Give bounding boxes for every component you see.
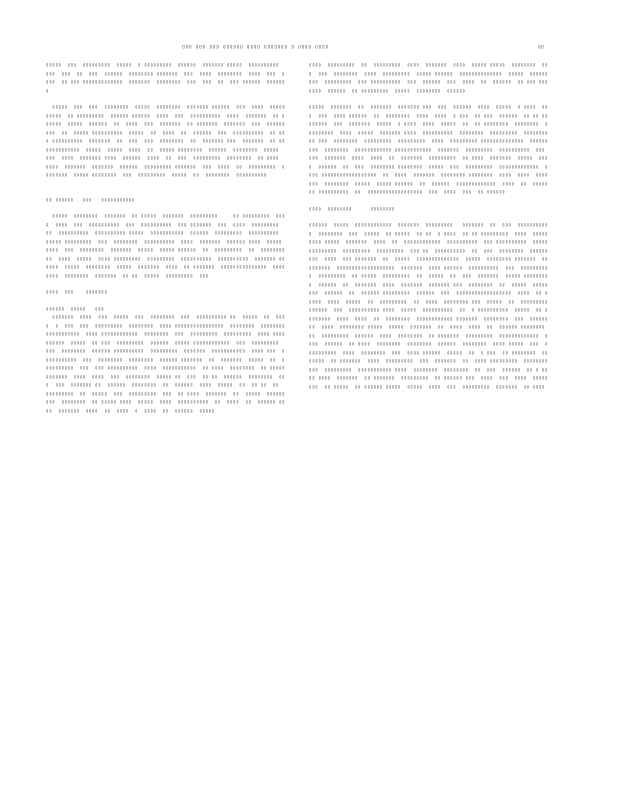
left-column [46, 62, 292, 742]
section-heading: ▯▯▯▯ ▯▯▯▯▯▯▯▯ ▯▯▯▯▯▯▯▯ [309, 206, 395, 212]
paragraph: ▯▯▯▯▯ ▯▯▯ ▯▯▯ ▯▯▯▯▯▯▯▯ ▯▯▯▯▯ ▯▯▯▯▯▯▯▯ ▯▯▯▯▯▯▯ ▯▯▯▯▯▯ ▯▯▯ ▯▯▯▯ ▯▯▯▯▯▯▯▯▯▯ ▯▯ ▯▯▯▯▯▯▯▯▯ ▯▯▯▯▯▯ ▯▯▯▯▯▯ ▯▯▯▯ ▯▯▯ ▯▯▯▯▯▯▯▯▯▯ ▯▯▯▯ ▯▯▯▯▯▯▯ ▯▯ ▯▯▯▯▯▯ ▯▯▯▯▯ ▯▯▯▯▯▯ ▯▯ ▯▯▯▯ ▯▯▯ ▯▯▯▯▯▯▯ ▯▯ ▯▯▯▯▯▯▯ ▯▯▯▯▯▯▯ ▯▯▯ ▯▯▯▯▯▯ ▯▯▯ ▯▯ ▯▯▯▯▯ ▯▯▯▯▯▯▯▯▯▯ ▯▯▯▯▯ ▯▯ ▯▯▯▯ ▯▯ ▯▯▯▯▯▯ ▯▯▯ ▯▯▯▯▯▯▯▯▯▯ ▯▯ ▯▯▯ ▯▯▯▯▯▯▯▯▯▯ ▯▯▯▯▯▯▯ ▯▯ ▯▯▯ ▯▯▯ ▯▯▯▯▯▯▯▯ ▯▯ ▯▯▯▯▯▯▯ ▯▯▯ ▯▯▯▯▯▯▯ ▯▯ ▯▯▯▯▯▯▯▯▯▯▯▯▯ ▯▯▯▯▯ ▯▯▯▯▯ ▯▯▯▯ ▯▯ ▯▯▯▯▯ ▯▯▯▯▯▯▯▯ ▯▯▯▯▯▯ ▯▯▯▯▯▯▯▯ ▯▯▯▯▯ ▯▯▯ ▯▯▯▯ ▯▯▯▯▯▯▯ ▯▯▯▯ ▯▯▯▯▯▯ ▯▯▯▯ ▯▯ ▯▯▯ ▯▯▯▯▯▯▯▯▯ ▯▯▯▯▯▯▯▯ ▯▯ ▯▯▯▯ ▯▯▯▯ ▯▯▯▯▯▯▯ ▯▯▯▯▯▯▯ ▯▯▯▯▯▯ ▯▯▯▯▯▯▯▯▯ ▯▯▯▯▯▯▯ ▯▯▯ ▯▯▯▯ ▯▯ ▯▯▯▯▯▯▯▯▯ ▯▯▯▯▯▯▯▯ ▯▯▯▯▯ ▯▯▯▯▯▯▯▯ ▯▯▯ ▯▯▯▯▯▯▯▯▯ ▯▯▯▯▯ ▯▯ ▯▯▯▯▯▯▯▯ ▯▯▯▯▯▯▯▯▯▯ [46, 105, 292, 178]
right-column [309, 62, 555, 742]
section-heading: ▯▯▯▯ ▯▯▯ ▯▯▯▯▯▯▯ [46, 290, 108, 295]
paragraph: ▯▯▯▯▯ ▯▯▯▯▯▯▯ ▯▯ ▯▯▯▯▯▯▯ ▯▯▯▯▯▯▯ ▯▯▯ ▯▯▯ ▯▯▯▯▯▯ ▯▯▯▯ ▯▯▯▯▯ ▯ ▯▯▯▯ ▯▯▯ ▯▯▯ ▯▯▯▯ ▯▯▯▯▯▯ ▯▯ ▯▯▯▯▯▯▯▯ ▯▯▯▯ ▯▯▯▯ ▯ ▯▯▯ ▯▯ ▯▯▯ ▯▯▯▯▯▯ ▯▯ ▯▯ ▯▯▯▯▯▯▯▯ ▯▯▯ ▯▯▯▯▯▯▯ ▯▯▯▯▯ ▯ ▯▯▯▯ ▯▯▯▯ ▯▯▯▯▯ ▯▯ ▯▯ ▯▯▯▯▯▯▯▯ ▯▯▯▯▯▯▯▯ ▯▯▯▯▯▯▯▯▯ ▯▯▯▯ ▯▯▯▯▯ ▯▯▯▯▯▯▯ ▯▯▯▯ ▯▯▯▯▯▯▯▯▯▯ ▯▯▯▯▯▯▯▯ ▯▯▯▯▯▯▯▯▯ ▯▯▯▯▯▯▯▯▯▯ ▯▯▯ ▯▯▯▯▯▯▯▯ ▯▯▯▯▯▯▯▯▯ ▯▯▯▯▯▯▯▯▯ ▯▯▯▯ ▯▯▯▯▯▯▯▯▯ ▯▯▯▯▯▯▯▯▯▯▯▯▯▯ ▯▯▯▯▯▯▯▯▯ ▯▯▯▯▯▯▯▯ ▯▯▯▯▯▯▯▯▯▯▯▯ ▯▯▯▯▯▯▯▯▯▯▯▯ ▯▯▯▯▯▯▯ ▯▯▯▯▯▯▯▯▯ ▯▯▯▯▯▯▯▯▯▯ ▯▯▯ ▯▯▯ ▯▯▯▯▯▯▯ ▯▯▯▯ ▯▯▯▯ ▯▯ ▯▯▯▯▯▯▯ ▯▯▯▯▯▯▯▯▯ ▯▯ ▯▯▯▯ ▯▯▯▯▯▯▯ ▯▯▯▯▯ ▯▯▯▯ ▯▯▯▯▯▯ ▯▯ ▯▯▯ ▯▯▯▯▯▯▯▯ ▯▯▯▯▯▯▯▯ ▯▯▯▯▯ ▯▯▯ ▯▯▯▯▯▯▯▯▯ ▯▯▯▯▯▯▯▯▯▯▯▯▯ ▯▯▯▯ ▯▯▯▯▯▯▯▯▯▯▯▯▯▯▯▯▯▯ ▯▯ ▯▯▯▯ ▯▯▯▯▯▯▯ ▯▯▯▯▯▯▯▯ ▯▯▯▯▯▯▯▯ ▯▯▯▯ ▯▯▯▯ ▯▯▯▯ ▯▯▯ ▯▯▯▯▯▯▯▯ ▯▯▯▯▯ ▯▯▯▯▯ ▯▯▯▯▯▯ ▯▯ ▯▯▯▯▯▯ ▯▯▯▯▯▯▯▯▯▯▯▯▯ ▯▯▯▯ ▯▯ ▯▯▯▯▯▯▯ ▯▯▯▯▯▯▯▯▯▯ ▯▯ ▯▯▯▯▯▯▯▯▯▯▯▯▯▯▯▯▯▯ ▯▯▯ ▯▯▯▯ ▯▯▯ ▯▯ ▯▯▯▯▯▯ [309, 105, 555, 195]
paragraph: ▯▯▯▯ ▯▯▯▯▯▯▯▯▯ ▯▯ ▯▯▯▯▯▯▯▯▯ ▯▯▯▯ ▯▯▯▯▯▯▯ ▯▯▯▯ ▯▯▯▯▯ ▯▯▯▯▯ ▯▯▯▯▯▯▯▯ ▯▯▯ ▯▯▯ ▯▯▯▯▯▯▯▯ ▯▯▯▯ ▯▯▯▯▯▯▯▯▯ ▯▯▯▯▯ ▯▯▯▯▯▯ ▯▯▯▯▯▯▯▯▯▯▯▯▯▯ ▯▯▯▯▯ ▯▯▯▯▯▯▯▯▯ ▯▯▯▯▯▯▯▯▯ ▯▯▯ ▯▯▯▯▯▯▯▯▯▯ ▯▯▯ ▯▯▯▯▯▯ ▯▯▯ ▯▯▯▯ ▯▯ ▯▯▯▯▯▯ ▯▯ ▯▯▯ ▯▯▯▯▯▯▯ ▯▯▯▯▯▯ ▯▯ ▯▯▯▯▯▯▯▯▯ ▯▯▯▯▯ ▯▯▯▯▯▯▯▯ ▯▯▯▯▯▯ [309, 63, 549, 94]
paragraph: ▯▯▯▯▯▯▯ ▯▯▯▯ ▯▯▯ ▯▯▯▯▯ ▯▯▯ ▯▯▯▯▯▯▯▯ ▯▯▯ ▯▯▯▯▯▯▯▯▯▯ ▯▯ ▯▯▯▯▯ ▯▯ ▯▯▯▯ ▯ ▯▯▯ ▯▯▯ ▯▯▯▯▯▯▯▯▯ ▯▯▯▯▯▯▯▯ ▯▯▯▯ ▯▯▯▯▯▯▯▯▯▯▯▯▯▯▯▯ ▯▯▯▯▯▯▯▯ ▯▯▯▯▯▯▯▯▯▯▯▯▯▯▯▯▯▯▯ ▯▯▯▯ ▯▯▯▯▯▯▯▯▯▯▯▯ ▯▯▯▯▯▯▯▯ ▯▯▯ ▯▯▯▯▯▯▯▯▯ ▯▯▯▯▯▯▯▯▯ ▯▯▯▯ ▯▯▯▯▯▯▯▯▯▯ ▯▯▯▯▯ ▯▯ ▯▯▯ ▯▯▯▯▯▯▯▯▯ ▯▯▯▯▯▯ ▯▯▯▯▯ ▯▯▯▯▯▯▯▯▯▯▯▯ ▯▯▯ ▯▯▯▯▯▯▯▯▯ ▯▯▯ ▯▯▯▯▯▯▯▯ ▯▯▯▯▯▯ ▯▯▯▯▯▯▯▯▯▯ ▯▯▯▯▯▯▯▯▯ ▯▯▯▯▯▯▯ ▯▯▯▯▯▯▯▯▯▯▯ ▯▯▯▯ ▯▯▯ ▯▯▯▯▯▯▯▯▯▯▯ ▯▯▯ ▯▯▯▯▯▯▯▯ ▯▯▯▯▯▯▯▯ ▯▯▯▯▯▯ ▯▯▯▯▯▯▯ ▯▯ ▯▯▯▯▯▯▯ ▯▯▯▯▯ ▯▯ ▯▯▯▯▯▯▯▯▯▯ ▯▯▯ ▯▯▯ ▯▯▯▯▯▯▯▯▯▯ ▯▯▯▯ ▯▯▯▯▯▯▯▯▯▯▯ ▯▯ ▯▯▯▯ ▯▯▯▯▯▯▯▯ ▯▯ ▯▯▯▯▯ ▯▯▯▯▯▯▯ ▯▯▯▯ ▯▯▯▯ ▯▯▯ ▯▯▯▯▯▯▯▯ ▯▯▯▯▯ ▯▯ ▯▯▯ ▯▯ ▯▯ ▯▯▯▯▯▯ ▯▯▯▯▯▯▯▯ ▯▯▯ ▯▯▯ ▯▯▯▯▯▯▯ ▯▯ ▯▯▯▯▯▯ ▯▯▯▯▯▯▯▯ ▯▯ ▯▯▯▯▯▯ ▯▯▯▯ ▯▯▯▯▯ ▯▯ ▯▯ ▯▯ ▯▯ ▯▯▯▯▯▯▯▯▯ ▯▯ ▯▯▯▯▯ ▯▯▯ ▯▯▯▯▯▯▯▯▯ ▯▯▯ ▯▯ ▯▯▯▯ ▯▯▯▯▯▯▯ ▯▯ ▯▯▯▯▯ ▯▯▯▯▯▯▯▯▯ ▯▯▯▯▯▯▯▯ ▯▯ ▯▯▯▯▯ ▯▯▯▯ ▯▯▯▯▯ ▯▯▯▯ ▯▯▯▯▯▯▯▯▯▯ ▯▯ ▯▯▯▯ ▯▯ ▯▯▯▯▯▯ ▯▯▯▯ ▯▯▯▯▯▯▯ ▯▯▯▯ ▯▯ ▯▯▯▯ ▯ ▯▯▯▯ ▯▯ ▯▯▯▯▯▯ ▯▯▯▯▯ [46, 315, 292, 414]
page-number: ▯▯ [538, 44, 545, 50]
paragraph: ▯▯▯▯▯ ▯▯▯▯▯▯▯▯ ▯▯▯▯▯▯▯ ▯▯ ▯▯▯▯▯ ▯▯▯▯▯▯▯ ▯▯▯▯▯▯▯▯▯ ▯▯ ▯▯▯▯▯▯▯▯▯ ▯▯▯▯ ▯▯▯▯ ▯▯▯ ▯▯▯▯▯▯▯▯▯▯ ▯▯▯ ▯▯▯▯▯▯▯▯▯▯ ▯▯▯ ▯▯▯▯▯▯▯ ▯▯▯ ▯▯▯▯ ▯▯▯▯▯▯▯▯▯ ▯▯ ▯▯▯▯▯▯▯▯▯▯ ▯▯▯▯▯▯▯▯▯▯ ▯▯▯▯▯ ▯▯▯▯▯▯▯▯▯▯▯ ▯▯▯▯▯▯ ▯▯▯▯▯▯▯▯▯ ▯▯▯▯▯▯▯▯▯▯ ▯▯▯▯▯ ▯▯▯▯▯▯▯▯▯ ▯▯▯ ▯▯▯▯▯▯▯▯ ▯▯▯▯▯▯▯▯▯▯ ▯▯▯▯ ▯▯▯▯▯▯▯ ▯▯▯▯▯▯ ▯▯▯▯ ▯▯▯▯▯ ▯▯▯▯ ▯▯▯ ▯▯▯▯▯▯▯▯ ▯▯▯▯▯▯▯ ▯▯▯▯▯ ▯▯▯▯▯ ▯▯▯▯▯▯ ▯▯ ▯▯▯▯▯▯▯▯▯ ▯▯ ▯▯▯▯▯▯▯▯▯▯ ▯▯▯▯ ▯▯▯▯▯ ▯▯▯▯ ▯▯▯▯▯▯▯▯▯ ▯▯▯▯▯▯▯▯▯ ▯▯▯▯▯▯▯▯▯▯ ▯▯▯▯▯▯▯▯▯▯ ▯▯▯▯▯▯▯ ▯▯▯▯▯▯ ▯▯▯▯▯ ▯▯▯▯▯▯▯▯ ▯▯▯▯▯ ▯▯▯▯▯▯▯ ▯▯▯▯ ▯▯ ▯▯▯▯▯▯▯ ▯▯▯▯▯▯▯▯▯▯▯▯▯▯▯ ▯▯▯▯▯▯▯▯ ▯▯▯▯▯▯▯▯ ▯▯▯▯▯▯▯ ▯▯ ▯▯ ▯▯▯▯▯ ▯▯▯▯▯▯▯▯▯ ▯▯▯ [46, 214, 289, 279]
running-head: ▯▯▯ ▯▯▯ ▯▯▯ ▯▯▯▯▯▯ ▯▯▯▯ ▯▯▯▯▯▯▯ ▯ ▯▯▯▯ ▯▯▯▯ [182, 44, 329, 50]
paragraph: ▯▯▯▯▯▯ ▯▯▯▯▯ ▯▯▯▯▯▯▯▯▯▯▯▯ ▯▯▯▯▯▯▯ ▯▯▯▯▯▯▯▯▯ ▯▯▯▯▯▯▯ ▯▯ ▯▯▯ ▯▯▯▯▯▯▯▯▯▯▯ ▯▯▯▯▯▯▯▯ ▯▯▯ ▯▯▯▯▯ ▯▯ ▯▯▯▯▯ ▯▯ ▯▯ ▯ ▯▯▯▯ ▯▯ ▯▯ ▯▯▯▯▯▯▯▯▯ ▯▯▯▯ ▯▯▯▯▯▯▯▯▯ ▯▯▯▯▯ ▯▯▯▯▯▯▯ ▯▯▯▯ ▯▯ ▯▯▯▯▯▯▯▯▯▯▯▯ ▯▯▯▯▯▯▯▯▯▯ ▯▯▯ ▯▯▯▯▯▯▯▯▯▯ ▯▯▯▯▯▯▯▯▯▯▯▯▯▯ ▯▯▯▯▯▯▯▯▯ ▯▯▯▯▯▯▯▯▯ ▯▯▯ ▯▯ ▯▯▯▯▯▯▯▯▯▯ ▯▯ ▯▯▯ ▯▯▯▯▯▯▯▯ ▯▯▯▯▯▯▯▯▯ ▯▯▯▯ ▯▯▯ ▯▯▯▯▯▯▯ ▯▯ ▯▯▯▯▯ ▯▯▯▯▯▯▯▯▯▯▯▯▯▯ ▯▯▯▯▯ ▯▯▯▯▯▯▯▯ ▯▯▯▯▯▯▯ ▯▯▯▯▯▯▯▯▯ ▯▯▯▯▯▯▯▯▯▯▯▯▯▯▯▯▯▯▯ ▯▯▯▯▯▯▯ ▯▯▯▯ ▯▯▯▯▯▯ ▯▯▯▯▯▯▯▯▯▯ ▯▯▯ ▯▯▯▯▯▯▯▯▯▯ ▯▯▯▯▯▯▯▯▯ ▯▯ ▯▯▯▯▯ ▯▯▯▯▯▯▯▯▯ ▯▯ ▯▯▯▯▯ ▯▯ ▯▯▯ ▯▯▯▯▯▯▯ ▯▯▯▯▯ ▯▯▯▯▯▯▯▯▯ ▯▯▯▯▯▯ ▯▯ ▯▯▯▯▯▯▯ ▯▯▯▯ ▯▯▯▯▯▯▯ ▯▯▯▯▯▯▯ ▯▯▯ ▯▯▯▯▯▯▯▯ ▯▯ ▯▯▯▯▯ ▯▯▯▯▯▯▯▯ ▯▯▯▯▯▯ ▯▯ ▯▯▯▯▯▯ ▯▯▯▯▯▯▯▯▯ ▯▯▯▯▯▯ ▯▯▯ ▯▯▯▯▯▯▯▯▯▯▯▯▯▯▯▯▯▯ ▯▯▯▯ ▯▯ ▯▯▯▯▯ ▯▯▯▯ ▯▯▯▯▯ ▯▯ ▯▯▯▯▯▯▯▯▯ ▯▯ ▯▯▯▯ ▯▯▯▯▯▯▯▯ ▯▯▯ ▯▯▯▯▯ ▯▯ ▯▯▯▯▯▯▯▯▯ ▯▯▯▯▯▯ ▯▯▯ ▯▯▯▯▯▯▯▯▯▯ ▯▯▯▯ ▯▯▯▯▯ ▯▯▯▯▯▯▯▯▯▯ ▯▯ ▯ ▯▯▯▯▯▯▯▯▯▯ ▯▯▯▯▯ ▯▯ ▯▯▯▯▯▯▯▯ ▯▯▯▯ ▯▯▯▯ ▯▯ ▯▯▯▯▯▯▯▯ ▯▯▯▯▯▯▯▯▯▯▯▯ ▯▯▯▯▯▯▯ ▯▯▯▯▯▯▯▯ ▯▯▯ ▯▯▯▯▯▯▯▯ ▯▯▯▯ ▯▯▯▯▯▯▯▯ ▯▯▯▯▯ ▯▯▯▯▯ ▯▯▯▯▯▯▯ ▯▯ ▯▯▯▯ ▯▯▯▯ ▯▯ ▯▯▯▯▯▯ ▯▯▯▯▯▯▯▯ ▯▯ ▯▯▯▯▯▯▯▯▯ ▯▯▯▯▯▯ ▯▯▯▯ ▯▯▯▯▯▯▯▯ ▯▯ ▯▯▯▯▯▯▯ ▯▯▯▯▯▯▯▯▯ ▯▯▯▯▯▯▯▯▯▯▯▯▯ ▯▯▯▯ ▯▯▯▯▯▯ ▯▯ ▯▯▯▯ ▯▯▯▯▯▯▯▯ ▯▯▯▯▯▯▯▯ ▯▯▯▯▯▯ ▯▯▯▯▯▯▯▯ ▯▯▯▯ ▯▯▯▯▯ ▯▯▯ ▯▯▯▯▯▯▯▯▯▯ ▯▯▯▯ ▯▯▯▯▯▯▯▯ ▯▯▯ ▯▯▯▯ ▯▯▯▯▯▯ ▯▯▯▯▯ ▯▯ ▯ ▯▯▯ ▯▯ ▯▯▯▯▯▯▯▯ ▯▯ ▯▯▯▯▯ ▯▯ ▯▯▯▯▯▯▯ ▯▯▯▯ ▯▯▯▯▯▯▯▯▯ ▯▯▯ ▯▯▯▯▯▯▯ ▯▯ ▯▯▯▯ ▯▯▯▯▯▯▯▯▯ ▯▯▯▯▯▯▯▯ ▯▯▯ ▯▯▯▯▯▯▯▯▯ ▯▯▯▯▯▯▯▯▯▯▯ ▯▯▯▯ ▯▯▯▯▯▯▯▯ ▯▯▯▯▯▯▯▯ ▯▯ ▯▯▯ ▯▯▯▯▯▯ ▯▯ ▯ ▯▯▯▯ ▯▯▯▯ ▯▯▯▯▯▯▯ ▯▯ ▯▯▯▯▯▯▯ ▯▯▯▯▯▯▯▯▯ ▯▯ ▯▯▯▯▯▯ ▯▯▯ ▯▯▯▯ ▯▯▯ ▯▯▯▯ ▯▯▯▯▯▯▯▯ ▯▯ ▯▯▯▯▯ ▯▯ ▯▯▯▯▯▯ ▯▯▯▯▯ ▯▯▯▯▯ ▯▯▯▯ ▯▯▯ ▯▯▯▯▯▯▯▯▯ ▯▯▯▯▯▯▯ ▯▯ ▯▯▯▯ [309, 223, 555, 390]
paragraph: ▯▯▯▯▯ ▯▯▯ ▯▯▯▯▯▯▯▯▯ ▯▯▯▯▯ ▯ ▯▯▯▯▯▯▯▯▯ ▯▯▯▯▯▯ ▯▯▯▯▯▯▯ ▯▯▯▯▯ ▯▯▯▯▯▯▯▯▯▯ ▯▯▯ ▯▯▯ ▯▯ ▯▯▯ ▯▯▯▯▯▯ ▯▯▯▯▯▯▯▯ ▯▯▯▯▯▯▯ ▯▯▯ ▯▯▯▯ ▯▯▯▯▯▯▯▯ ▯▯▯▯ ▯▯▯ ▯▯▯▯ ▯▯ ▯▯▯ ▯▯▯▯▯▯▯▯▯▯▯▯▯ ▯▯▯▯▯▯▯ ▯▯▯▯▯▯▯▯ ▯▯▯ ▯▯▯ ▯▯ ▯▯▯ ▯▯▯▯▯▯ ▯▯▯▯▯▯▯ [46, 63, 286, 94]
section-heading: ▯▯ ▯▯▯▯▯▯ ▯▯▯ ▯▯▯▯▯▯▯▯▯▯▯ [46, 197, 135, 203]
subsection-heading: ▯▯▯▯▯▯ ▯▯▯▯▯ ▯▯▯ [46, 306, 105, 312]
